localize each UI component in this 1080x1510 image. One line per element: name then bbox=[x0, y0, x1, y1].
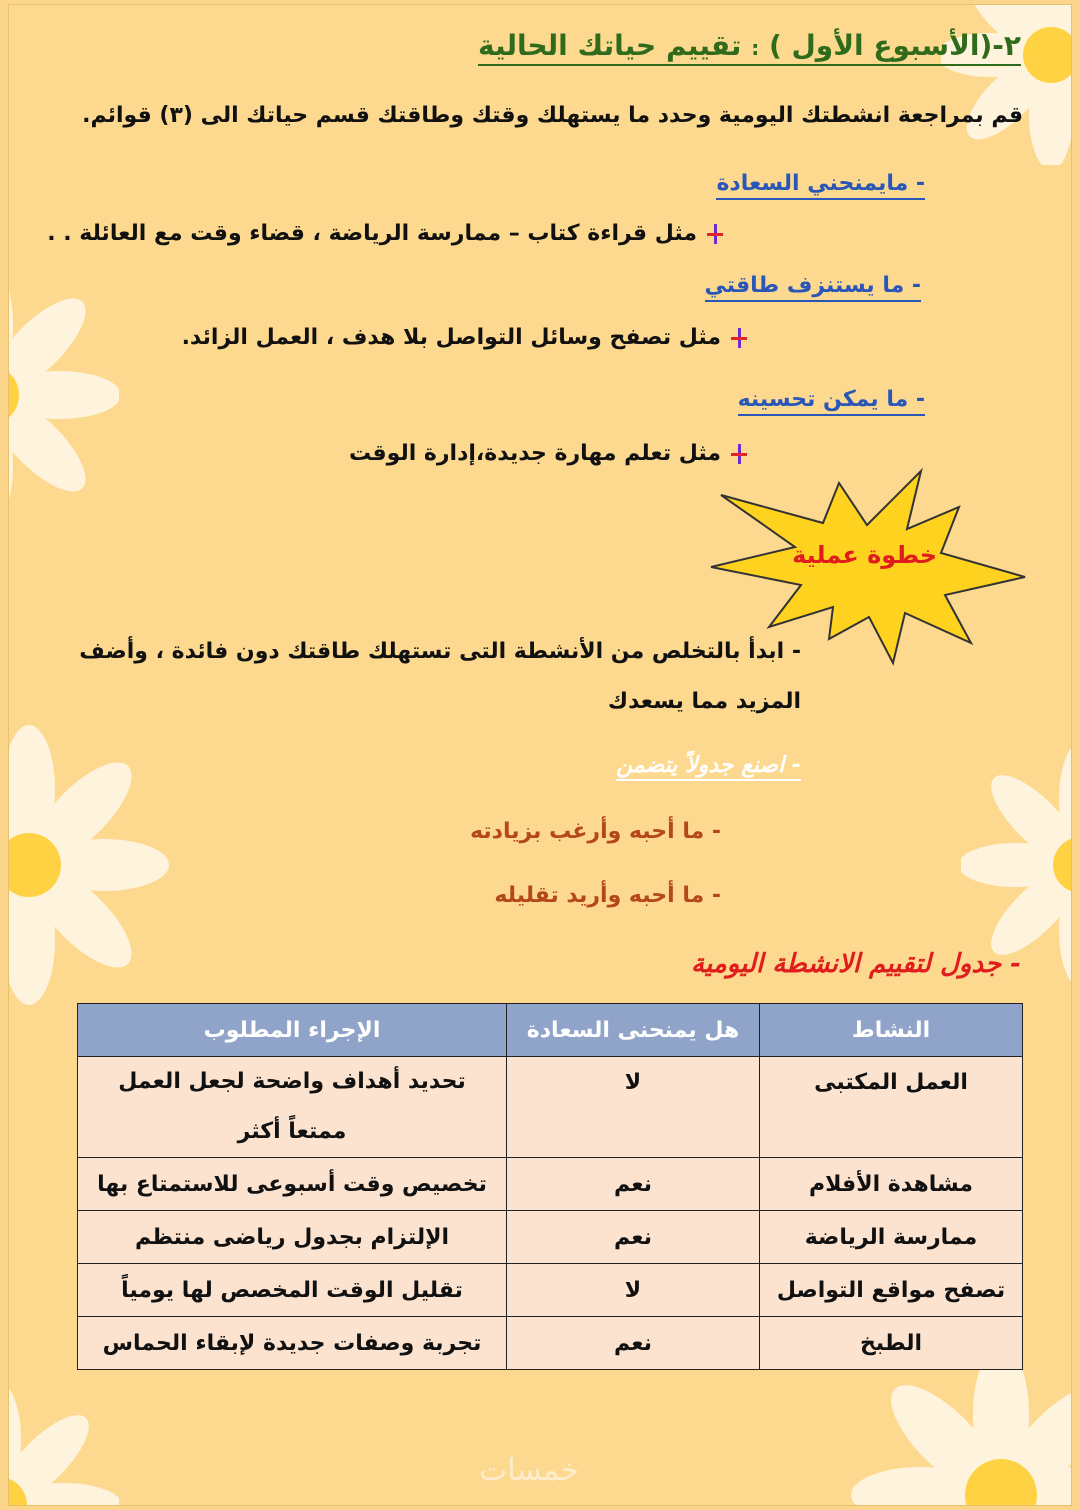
table-row bbox=[78, 1057, 1023, 1158]
list-example-happiness bbox=[47, 221, 725, 246]
cell-activity: تصفح مواقع التواصل bbox=[760, 1264, 1023, 1317]
header-activity: النشاط bbox=[760, 1004, 1023, 1057]
table-row bbox=[78, 1264, 1023, 1317]
flower-decoration-left-top bbox=[8, 265, 119, 525]
practical-step-label: خطوة عملية bbox=[792, 541, 937, 569]
cell-happiness: لا bbox=[507, 1057, 760, 1158]
cell-action: الإلتزام بجدول رياضى منتظم bbox=[78, 1211, 507, 1264]
document-page bbox=[8, 4, 1072, 1506]
plus-bullet-icon bbox=[729, 328, 749, 348]
list-label-improve: - ما يمكن تحسينه bbox=[738, 387, 925, 416]
table-row bbox=[78, 1317, 1023, 1370]
cell-action: تجربة وصفات جديدة لإبقاء الحماس bbox=[78, 1317, 507, 1370]
plus-bullet-icon bbox=[729, 444, 749, 464]
intro-paragraph: قم بمراجعة انشطتك اليومية وحدد ما يستهلك وقتك وطاقتك قسم حياتك الى (٣) قوائم. bbox=[82, 103, 1023, 128]
title-topic: تقييم حياتك الحالية bbox=[478, 29, 742, 62]
cell-happiness: نعم bbox=[507, 1158, 760, 1211]
cell-action: تقليل الوقت المخصص لها يومياً bbox=[78, 1264, 507, 1317]
list-example-improve bbox=[349, 441, 749, 466]
cell-activity: الطبخ bbox=[760, 1317, 1023, 1370]
flower-decoration-bottom-left bbox=[8, 1385, 119, 1506]
cell-happiness: لا bbox=[507, 1264, 760, 1317]
header-action: الإجراء المطلوب bbox=[78, 1004, 507, 1057]
title-separator: : bbox=[751, 36, 760, 60]
table-row bbox=[78, 1211, 1023, 1264]
cell-happiness: نعم bbox=[507, 1317, 760, 1370]
table-content-item-1: - ما أحبه وأرغب بزيادته bbox=[470, 819, 721, 844]
example-text: مثل قراءة كتاب – ممارسة الرياضة ، قضاء وقت مع العائلة . . bbox=[47, 221, 697, 246]
cell-action: تخصيص وقت أسبوعى للاستمتاع بها bbox=[78, 1158, 507, 1211]
example-text: مثل تعلم مهارة جديدة،إدارة الوقت bbox=[348, 441, 721, 466]
table-content-item-2: - ما أحبه وأريد تقليله bbox=[494, 883, 721, 908]
plus-bullet-icon bbox=[705, 224, 725, 244]
cell-activity: العمل المكتبى bbox=[760, 1057, 1023, 1158]
list-label-drains: - ما يستنزف طاقتي bbox=[705, 273, 921, 302]
table-title: - جدول لتقييم الانشطة اليومية bbox=[691, 949, 1021, 979]
cell-happiness: نعم bbox=[507, 1211, 760, 1264]
cell-action: تحديد أهداف واضحة لجعل العمل ممتعاً أكثر bbox=[78, 1057, 507, 1158]
example-text: مثل تصفح وسائل التواصل بلا هدف ، العمل الزائد. bbox=[181, 325, 721, 350]
list-example-drains bbox=[182, 325, 749, 350]
flower-decoration-left-middle bbox=[8, 725, 169, 1005]
cell-activity: ممارسة الرياضة bbox=[760, 1211, 1023, 1264]
header-happiness: هل يمنحنى السعادة bbox=[507, 1004, 760, 1057]
page-title bbox=[478, 29, 1021, 66]
list-label-happiness: - مايمنحني السعادة bbox=[716, 171, 925, 200]
table-header-row bbox=[78, 1004, 1023, 1057]
step-paragraph: - ابدأ بالتخلص من الأنشطة التى تستهلك طاقتك دون فائدة ، وأضف المزيد مما يسعدك bbox=[79, 639, 801, 714]
activities-table bbox=[77, 1003, 1023, 1370]
cell-activity: مشاهدة الأفلام bbox=[760, 1158, 1023, 1211]
make-table-heading: - اصنع جدولاً يتضمن bbox=[616, 753, 801, 781]
title-week: ٢-(الأسبوع الأول ) bbox=[768, 29, 1021, 62]
watermark-logo: خمسات bbox=[479, 1453, 580, 1488]
table-row bbox=[78, 1158, 1023, 1211]
